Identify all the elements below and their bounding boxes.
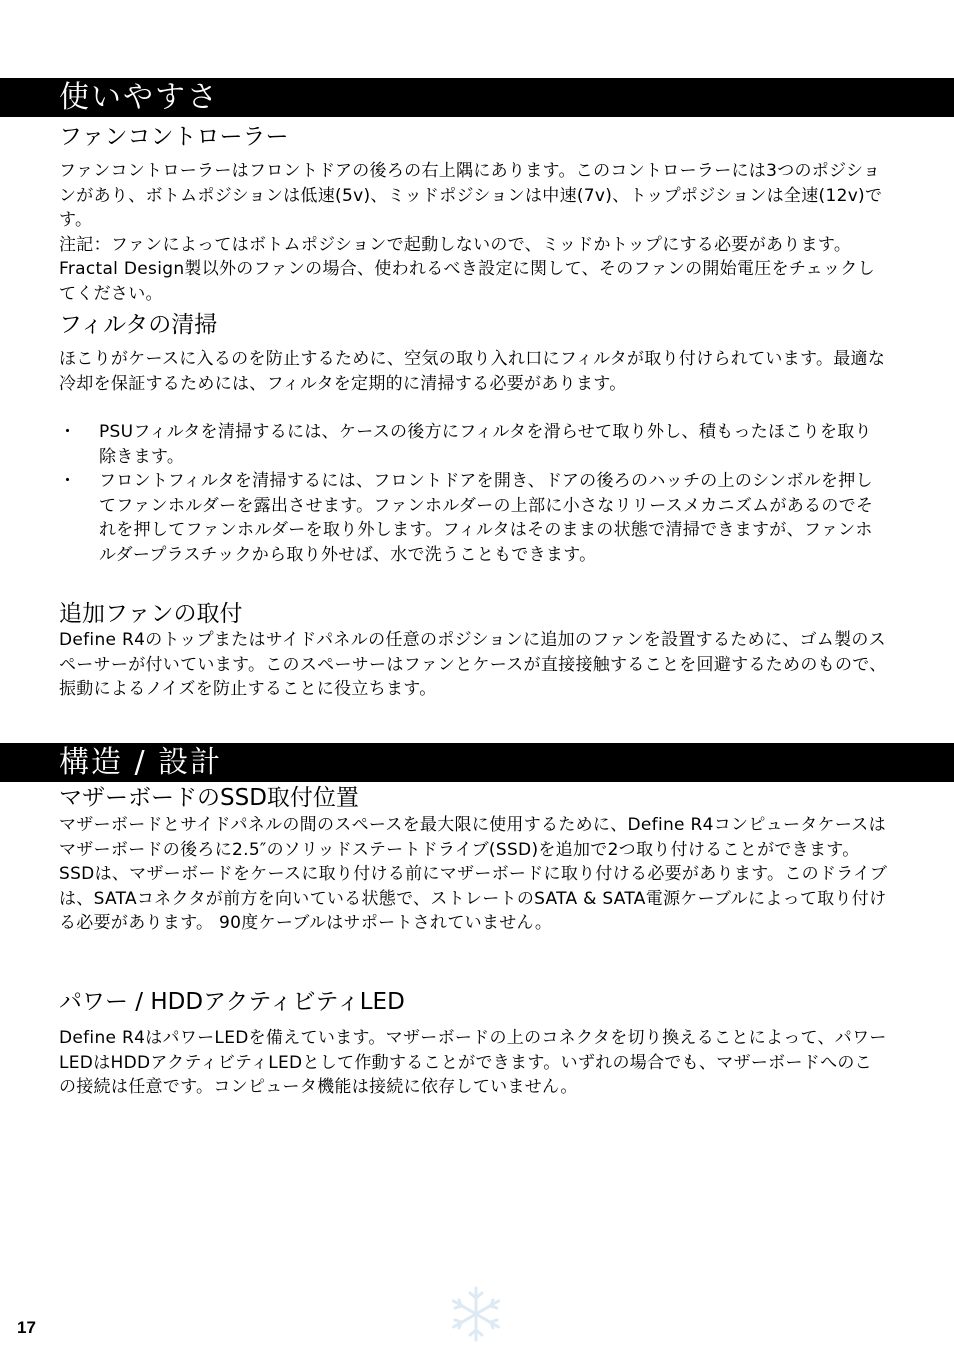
paragraph: ファンコントローラーはフロントドアの後ろの右上隅にあります。このコントローラーには3つのポジションがあり、ボトムポジションは低速(5v)、ミッドポジションは中速(7v)、トップポジションは全速(12v)です。 xyxy=(59,161,883,230)
filter-cleaning-list xyxy=(59,420,889,567)
paragraph: マザーボードとサイドパネルの間のスペースを最大限に使用するために、Define R4コンピュータケースはマザーボードの後ろに2.5″のソリッドステートドライブ(SSD)を追加で2つ取り付けることができます。 xyxy=(59,815,886,860)
heading-fan-controller: ファンコントローラー xyxy=(59,124,289,150)
heading-additional-fans: 追加ファンの取付 xyxy=(59,601,243,627)
list-item: ・ フロントフィルタを清掃するには、フロントドアを開き、ドアの後ろのハッチの上のシンボルを押してファンホルダーを露出させます。ファンホルダーの上部に小さなリリースメカニズムがあるのでそれを押してファンホルダーを取り外します。フィルタはそのままの状態で清掃できますが、ファンホルダープラスチックから取り外せば、水で洗うこともできます。 xyxy=(59,469,889,567)
list-item: ・ PSUフィルタを清掃するには、ケースの後方にフィルタを滑らせて取り外し、積もったほこりを取り除きます。 xyxy=(59,420,889,469)
heading-ssd-mount: マザーボードのSSD取付位置 xyxy=(59,785,359,811)
section-header-usability xyxy=(0,78,954,117)
additional-fans-text: Define R4のトップまたはサイドパネルの任意のポジションに追加のファンを設置するために、ゴム製のスペーサーが付いています。このスペーサーはファンとケースが直接接触することを回避するためのもので、振動によるノイズを防止することに役立ちます。 xyxy=(59,630,887,699)
section-title: 使いやすさ xyxy=(59,80,219,115)
section-title: 構造 / 設計 xyxy=(59,745,223,780)
filter-cleaning-text: ほこりがケースに入るのを防止するために、空気の取り入れ口にフィルタが取り付けられています。最適な冷却を保証するためには、フィルタを定期的に清掃する必要があります。 xyxy=(59,349,886,394)
power-led-text: Define R4はパワーLEDを備えています。マザーボードの上のコネクタを切り換えることによって、パワーLEDはHDDアクティビティLEDとして作動することができます。いずれの場合でも、マザーボードへのこの接続は任意です。コンピュータ機能は接続に依存していません。 xyxy=(59,1028,887,1097)
heading-power-led: パワー / HDDアクティビティLED xyxy=(59,989,405,1015)
snowflake-icon xyxy=(446,1284,506,1344)
fan-controller-text xyxy=(59,159,889,306)
note-paragraph: 注記：ファンによってはボトムポジションで起動しないので、ミッドかトップにする必要があります。Fractal Design製以外のファンの場合、使われるべき設定に関して、そのファンの開始電圧をチェックしてください。 xyxy=(59,234,875,304)
page-number: 17 xyxy=(17,1318,36,1337)
section-header-design xyxy=(0,743,954,782)
heading-filter-cleaning: フィルタの清掃 xyxy=(59,312,218,338)
paragraph: SSDは、マザーボードをケースに取り付ける前にマザーボードに取り付ける必要があります。このドライブは、SATAコネクタが前方を向いている状態で、ストレートのSATA & SATA電源ケーブルによって取り付ける必要があります。 90度ケーブルはサポートされていません。 xyxy=(59,864,888,933)
ssd-text xyxy=(59,813,889,936)
